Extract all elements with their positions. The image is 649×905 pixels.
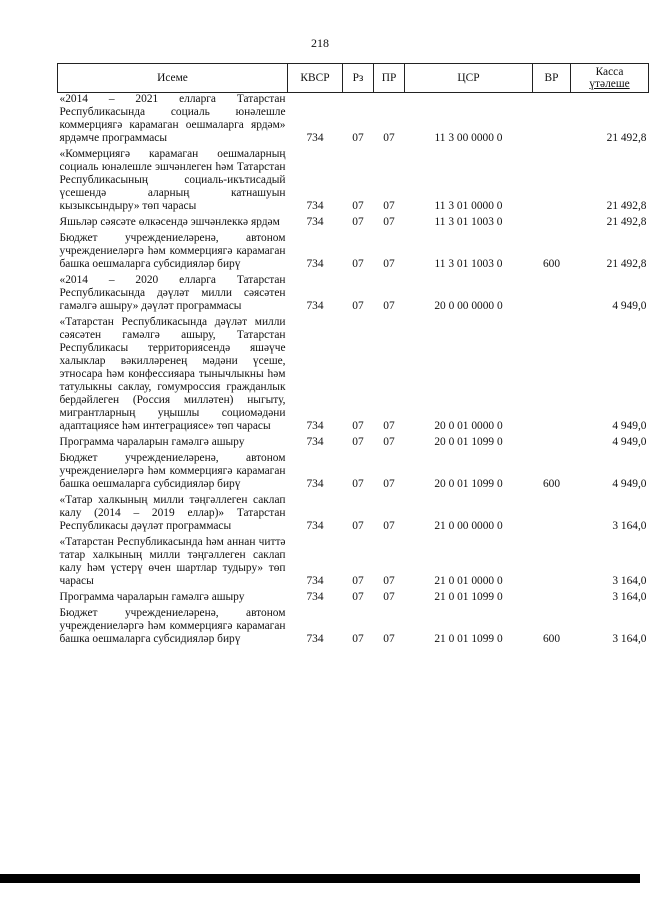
table-row [58, 536, 649, 591]
row-vr-cell: 600 [542, 478, 561, 490]
row-pr-cell: 07 [383, 258, 395, 270]
page-number: 218 [311, 36, 329, 50]
row-csr-cell: 21 0 01 1099 0 [434, 591, 503, 603]
row-csr-cell: 11 3 01 1003 0 [434, 216, 503, 228]
row-name-cell: Яшьләр сәясәте өлкәсендә эшчәнлеккә ярдәм [59, 216, 280, 228]
row-vr-cell [533, 436, 571, 452]
row-amount-cell: 3 164,0 [612, 520, 647, 532]
budget-table [57, 63, 649, 649]
row-pr-cell: 07 [383, 420, 395, 432]
table-row [58, 274, 649, 316]
row-amount-cell: 3 164,0 [612, 633, 647, 645]
table-header [58, 64, 649, 93]
row-kvsr-cell: 734 [306, 420, 324, 432]
row-pr-cell: 07 [383, 520, 395, 532]
table-row [58, 452, 649, 494]
row-pr-cell: 07 [383, 436, 395, 448]
row-pr-cell: 07 [383, 633, 395, 645]
row-csr-cell: 21 0 01 0000 0 [434, 575, 503, 587]
row-kvsr-cell: 734 [306, 633, 324, 645]
row-name-cell: «Татарстан Республикасында дәүләт милли сәясәтен гамәлгә ашыру, Татарстан Республикасы территориясендә яшәүче халыклар вәкилләренең мәдәни үсеше, этносара һәм конфессияара тынычлыкны һәм татулыкны саклау, гомумроссия гражданлык бердәйлеген (Россия милләтен) ныгыту, мигрантларның уңышлы социомәдәни адаптациясе һәм интеграциясе» төп чарасы [59, 316, 286, 432]
table-row [58, 436, 649, 452]
row-pr-cell: 07 [383, 132, 395, 144]
row-rz-cell: 07 [352, 591, 364, 603]
row-kvsr-cell: 734 [306, 478, 324, 490]
row-rz-cell: 07 [352, 420, 364, 432]
page-bottom-edge [0, 874, 640, 883]
row-vr-cell [533, 536, 571, 591]
table-row [58, 494, 649, 536]
row-rz-cell: 07 [352, 520, 364, 532]
row-rz-cell: 07 [352, 633, 364, 645]
row-csr-cell: 11 3 01 0000 0 [434, 200, 503, 212]
header-kvsr: КВСР [288, 64, 343, 93]
header-amount-line1: Касса [595, 66, 624, 78]
header-amount [571, 64, 649, 93]
row-kvsr-cell: 734 [306, 200, 324, 212]
row-csr-cell: 21 0 01 1099 0 [434, 633, 503, 645]
table-row [58, 591, 649, 607]
row-rz-cell: 07 [352, 200, 364, 212]
row-rz-cell: 07 [352, 300, 364, 312]
row-rz-cell: 07 [352, 575, 364, 587]
row-pr-cell: 07 [383, 478, 395, 490]
row-csr-cell: 20 0 01 1099 0 [434, 478, 503, 490]
row-pr-cell: 07 [383, 591, 395, 603]
row-pr-cell: 07 [383, 300, 395, 312]
row-name-cell: «Коммерциягә карамаган оешмаларның социаль юнәлешле эшчәнлеген һәм Татарстан Республикасының социаль-икътисадый үсешендә аларның катнашуын кызыксындыру» төп чарасы [59, 148, 286, 212]
row-rz-cell: 07 [352, 258, 364, 270]
row-kvsr-cell: 734 [306, 436, 324, 448]
row-vr-cell: 600 [542, 258, 561, 270]
row-amount-cell: 3 164,0 [612, 591, 647, 603]
header-rz: Рз [343, 64, 374, 93]
row-name-cell: «2014 – 2020 елларга Татарстан Республикасында дәүләт милли сәясәтен гамәлгә ашыру» дәүләт программасы [59, 274, 286, 312]
row-amount-cell: 21 492,8 [606, 200, 647, 212]
row-kvsr-cell: 734 [306, 300, 324, 312]
row-pr-cell: 07 [383, 200, 395, 212]
row-name-cell: «2014 – 2021 елларга Татарстан Республикасында социаль юнәлешле коммерциягә карамаган оешмаларга ярдәм» ярдәмче программасы [59, 93, 286, 144]
row-amount-cell: 4 949,0 [612, 478, 647, 490]
table-row [58, 216, 649, 232]
header-name: Исеме [58, 64, 288, 93]
row-pr-cell: 07 [383, 216, 395, 228]
row-rz-cell: 07 [352, 132, 364, 144]
row-csr-cell: 20 0 01 1099 0 [434, 436, 503, 448]
row-amount-cell: 4 949,0 [612, 300, 647, 312]
row-csr-cell: 20 0 01 0000 0 [434, 420, 503, 432]
header-pr: ПР [374, 64, 405, 93]
row-kvsr-cell: 734 [306, 132, 324, 144]
header-csr: ЦСР [405, 64, 533, 93]
table-body [58, 93, 649, 650]
row-vr-cell [533, 274, 571, 316]
row-amount-cell: 21 492,8 [606, 258, 647, 270]
row-csr-cell: 20 0 00 0000 0 [434, 300, 503, 312]
row-csr-cell: 11 3 01 1003 0 [434, 258, 503, 270]
row-rz-cell: 07 [352, 436, 364, 448]
row-amount-cell: 4 949,0 [612, 436, 647, 448]
row-name-cell: Бюджет учреждениеләренә, автоном учреждениеләргә һәм коммерциягә карамаган башка оешмаларга субсидияләр бирү [59, 452, 286, 490]
row-kvsr-cell: 734 [306, 258, 324, 270]
table-row [58, 607, 649, 649]
row-kvsr-cell: 734 [306, 591, 324, 603]
row-kvsr-cell: 734 [306, 216, 324, 228]
row-vr-cell [533, 316, 571, 436]
row-name-cell: Программа чараларын гамәлгә ашыру [59, 436, 245, 448]
row-amount-cell: 21 492,8 [606, 132, 647, 144]
row-rz-cell: 07 [352, 478, 364, 490]
table-row [58, 148, 649, 216]
row-amount-cell: 3 164,0 [612, 575, 647, 587]
row-amount-cell: 21 492,8 [606, 216, 647, 228]
row-csr-cell: 11 3 00 0000 0 [434, 132, 503, 144]
header-amount-line2: үтәлеше [589, 78, 630, 90]
row-vr-cell: 600 [542, 633, 561, 645]
row-name-cell: «Татарстан Республикасында һәм аннан читтә татар халкының милли тәңгәллеген саклап калу һәм үстерү өчен шартлар тудыру» төп чарасы [59, 536, 286, 587]
table-row [58, 316, 649, 436]
row-kvsr-cell: 734 [306, 520, 324, 532]
row-kvsr-cell: 734 [306, 575, 324, 587]
row-name-cell: Программа чараларын гамәлгә ашыру [59, 591, 245, 603]
table-row [58, 93, 649, 149]
row-vr-cell [533, 93, 571, 149]
row-vr-cell [533, 148, 571, 216]
row-amount-cell: 4 949,0 [612, 420, 647, 432]
row-vr-cell [533, 216, 571, 232]
row-name-cell: «Татар халкының милли тәңгәллеген саклап калу (2014 – 2019 еллар)» Татарстан Республикасы дәүләт программасы [59, 494, 286, 532]
table-row [58, 232, 649, 274]
header-vr: ВР [533, 64, 571, 93]
row-vr-cell [533, 494, 571, 536]
row-rz-cell: 07 [352, 216, 364, 228]
row-vr-cell [533, 591, 571, 607]
row-name-cell: Бюджет учреждениеләренә, автоном учреждениеләргә һәм коммерциягә карамаган башка оешмаларга субсидияләр бирү [59, 232, 286, 270]
row-name-cell: Бюджет учреждениеләренә, автоном учреждениеләргә һәм коммерциягә карамаган башка оешмаларга субсидияләр бирү [59, 607, 286, 645]
row-csr-cell: 21 0 00 0000 0 [434, 520, 503, 532]
row-pr-cell: 07 [383, 575, 395, 587]
